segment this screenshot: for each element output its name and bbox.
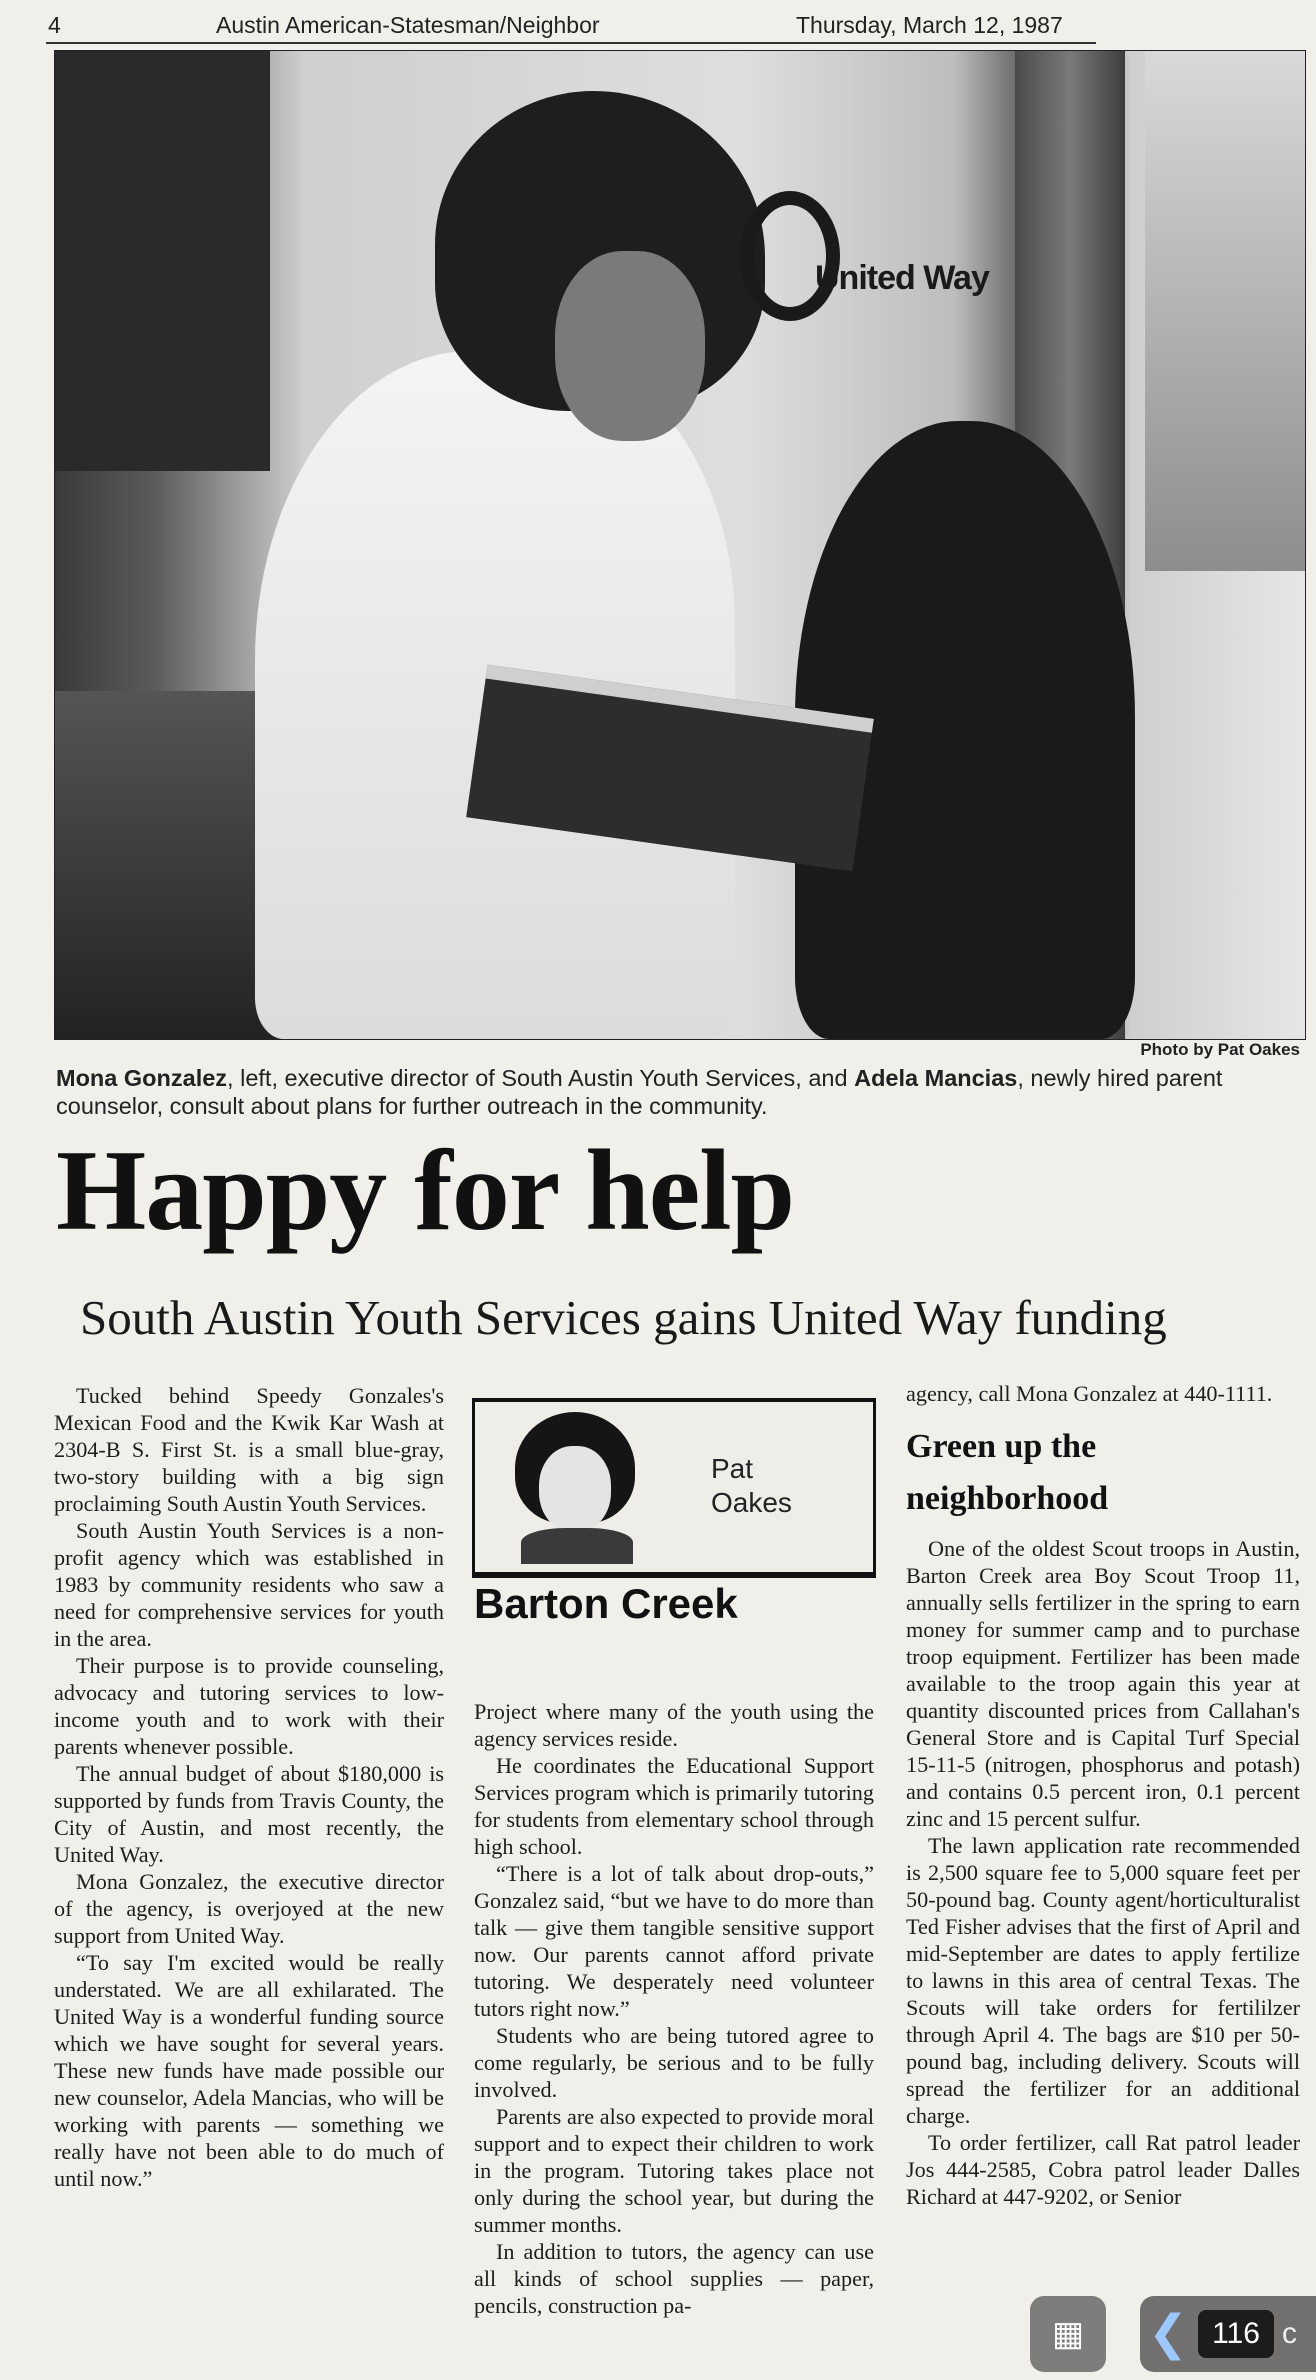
section-heading: Green up the neighborhood <box>906 1428 1109 1517</box>
paragraph: agency, call Mona Gonzalez at 440-1111. <box>906 1381 1273 1406</box>
previous-page-icon[interactable]: ❮ <box>1148 2307 1189 2360</box>
page-suffix: c <box>1282 2317 1297 2350</box>
article-column-1 <box>54 1382 444 2192</box>
article-photo <box>54 50 1306 1040</box>
article-column-2 <box>474 1698 874 2319</box>
page-number-input[interactable]: 116 <box>1198 2310 1274 2358</box>
caption-text-2: , newly hired parent counselor, consult about plans for further outreach in the community. <box>56 1065 1223 1119</box>
photo-face <box>555 251 705 441</box>
photo-shelf <box>55 51 270 471</box>
caption-name-1: Mona Gonzalez <box>56 1065 228 1091</box>
paper-name: Austin American-Statesman/Neighbor <box>216 12 600 38</box>
paragraph: “To say I'm excited would be really understated. We are all exhilarated. The United Way is a wonderful funding source which we have sought for several years. These new funds have made possible our new counselor, Adela Mancias, who will be working with parents — something we really have not been able to do much of until now.” <box>54 1950 444 2191</box>
paragraph: Parents are also expected to provide moral support and to expect their children to work in the program. Tutoring takes place not only during the school year, but during the summer months. <box>474 2104 874 2237</box>
paragraph: Mona Gonzalez, the executive director of the agency, is overjoyed at the new support from United Way. <box>54 1869 444 1948</box>
page-folio <box>46 6 1096 44</box>
viewer-controls <box>1030 2286 1316 2380</box>
paragraph: Their purpose is to provide counseling, advocacy and tutoring services to low-income youth and to work with their parents whenever possible. <box>54 1653 444 1759</box>
paragraph: Tucked behind Speedy Gonzales's Mexican Food and the Kwik Kar Wash at 2304-B S. First St. is a small blue-gray, two-story building with a big sign proclaiming South Austin Youth Services. <box>54 1383 444 1516</box>
headline: Happy for help <box>56 1127 795 1255</box>
columnist-name: Pat Oakes <box>711 1453 792 1518</box>
columnist-box <box>472 1398 876 1578</box>
page-number: 4 <box>48 12 61 38</box>
paragraph: He coordinates the Educational Support Services program which is primarily tutoring for students from elementary school through high school. <box>474 1753 874 1859</box>
paragraph: To order fertilizer, call Rat patrol leader Jos 444-2585, Cobra patrol leader Dalles Richard at 447-9202, or Senior <box>906 2130 1300 2209</box>
subheadline: South Austin Youth Services gains United Way funding <box>80 1290 1167 1345</box>
paragraph: “There is a lot of talk about drop-outs,” Gonzalez said, “but we have to do more than talk — give them tangible sensitive support now. Our parents cannot afford private tutoring. We desperately need volunteer tutors right now.” <box>474 1861 874 2021</box>
photo-window <box>1145 51 1305 571</box>
portrait-face <box>539 1446 611 1532</box>
paragraph: Students who are being tutored agree to come regularly, be serious and to be fully involved. <box>474 2023 874 2102</box>
paragraph: The lawn application rate recommended is 2,500 square fee to 5,000 square feet per 50-pound bag. County agent/horticulturalist Ted Fisher advises that the first of April and mid-September are dates to apply fertilize to lawns in this area of central Texas. The Scouts will take orders for fertililzer through April 4. The bags are $10 per 50-pound bag, including delivery. Scouts will spread the fertilizer for an additional charge. <box>906 1833 1300 2128</box>
article-column-3 <box>906 1380 1300 2210</box>
united-way-sign: United Way <box>815 259 989 297</box>
united-way-logo-icon <box>740 191 840 321</box>
caption-text-1: , left, executive director of South Austin Youth Services, and <box>227 1065 855 1091</box>
caption-name-2: Adela Mancias <box>854 1065 1018 1091</box>
paragraph: South Austin Youth Services is a non-profit agency which was established in 1983 by community residents who saw a need for comprehensive services for youth in the area. <box>54 1518 444 1651</box>
paragraph: Project where many of the youth using the agency services reside. <box>474 1699 874 1751</box>
paragraph: The annual budget of about $180,000 is supported by funds from Travis County, the City of Austin, and most recently, the United Way. <box>54 1761 444 1867</box>
folio-rule <box>46 42 1096 44</box>
portrait-shoulders <box>521 1528 633 1564</box>
photo-caption <box>56 1064 1306 1120</box>
paragraph: One of the oldest Scout troops in Austin, Barton Creek area Boy Scout Troop 11, annually sells fertilizer in the spring to earn money for summer camp and to purchase troop equipment. Fertilizer has been made available to the troop again this year at quantity discounted prices from Callahan's General Store and is Capital Turf Special 15-11-5 (nitrogen, phosphorus and potash) and contains 0.5 percent iron, 0.1 percent zinc and 15 percent sulfur. <box>906 1536 1300 1831</box>
issue-date: Thursday, March 12, 1987 <box>796 12 1063 38</box>
filmstrip-icon[interactable]: ▦ <box>1030 2296 1106 2372</box>
columnist-portrait <box>515 1412 635 1560</box>
photo-credit: Photo by Pat Oakes <box>1140 1040 1300 1059</box>
paragraph: In addition to tutors, the agency can use all kinds of school supplies — paper, pencils, construction pa- <box>474 2239 874 2318</box>
column-title: Barton Creek <box>474 1580 738 1627</box>
